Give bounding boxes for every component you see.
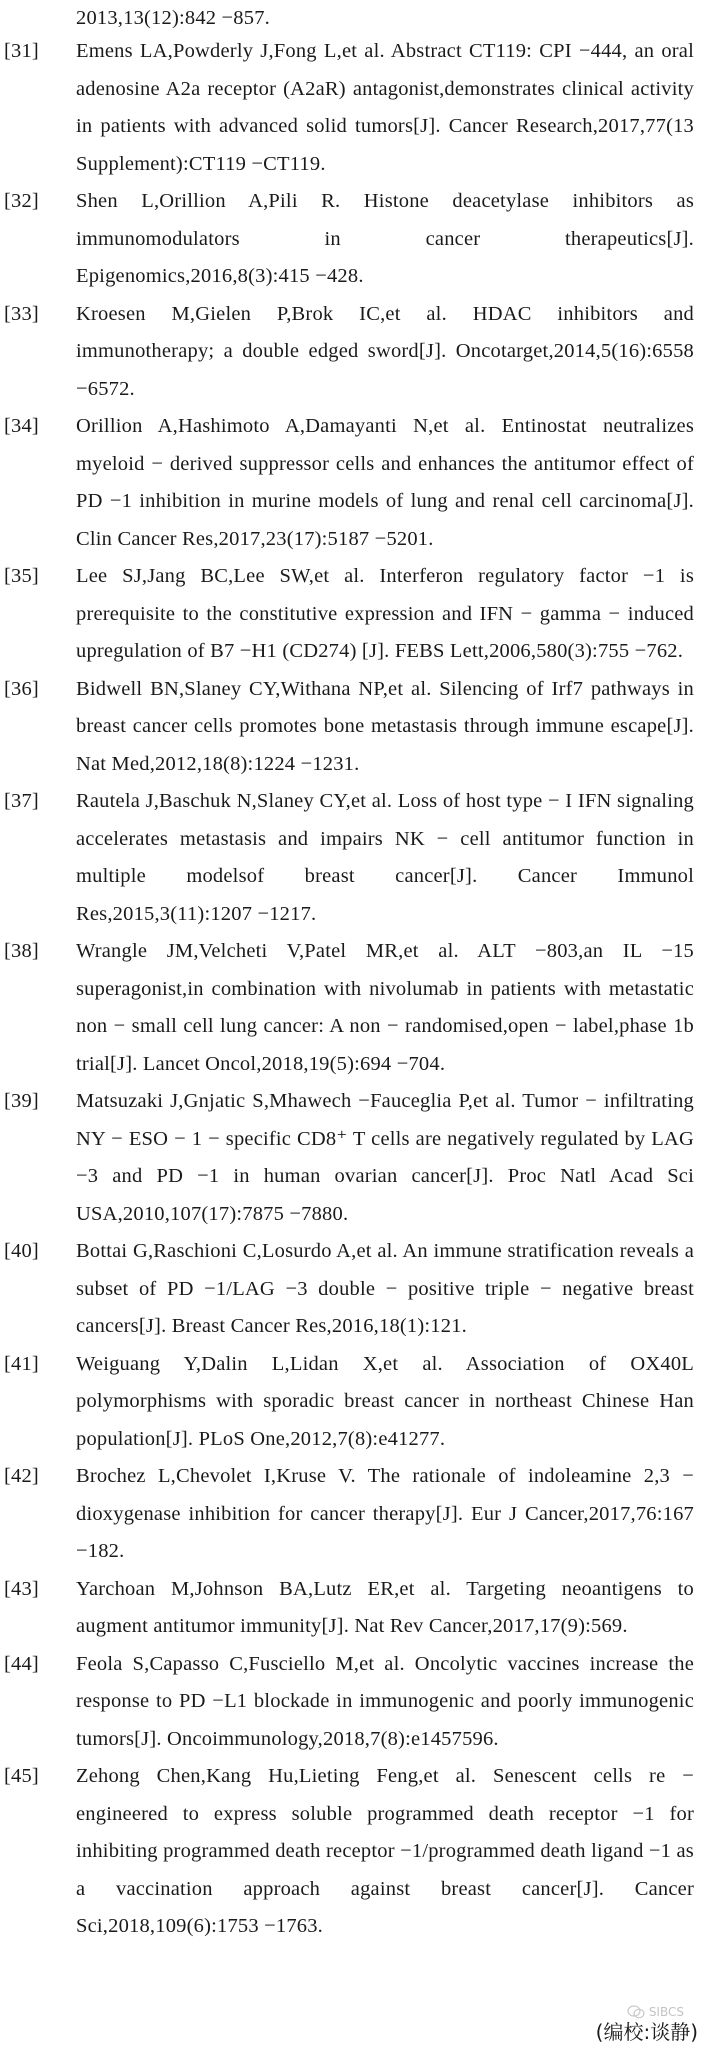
reference-text: Wrangle JM,Velcheti V,Patel MR,et al. ALT −803,an IL −15 superagonist,in combination with nivolumab in patients with metastatic non − small cell lung cancer: A non − randomised,open − label,phase 1b trial[J]. Lancet Oncol,2018,19(5):694 −704. (76, 940, 694, 1075)
reference-item (0, 1571, 702, 1646)
reference-item (0, 408, 702, 558)
reference-number: [34] (4, 415, 39, 437)
reference-number: [40] (4, 1240, 39, 1262)
reference-item (0, 1233, 702, 1346)
reference-number: [38] (4, 940, 39, 962)
reference-text: Weiguang Y,Dalin L,Lidan X,et al. Association of OX40L polymorphisms with sporadic breast cancer in northeast Chinese Han population[J]. PLoS One,2012,7(8):e41277. (76, 1352, 694, 1450)
reference-text: Feola S,Capasso C,Fusciello M,et al. Oncolytic vaccines increase the response to PD −L1 blockade in immunogenic and poorly immunogenic tumors[J]. Oncoimmunology,2018,7(8):e1457596. (76, 1652, 694, 1750)
reference-continuation: 2013,13(12):842 −857. (76, 7, 270, 29)
reference-text: Kroesen M,Gielen P,Brok IC,et al. HDAC inhibitors and immunotherapy; a double edged sword[J]. Oncotarget,2014,5(16):6558 −6572. (76, 302, 694, 400)
reference-text: Bottai G,Raschioni C,Losurdo A,et al. An immune stratification reveals a subset of PD −1/LAG −3 double − positive triple − negative breast cancers[J]. Breast Cancer Res,2016,18(1):121. (76, 1240, 694, 1337)
reference-number: [43] (4, 1577, 39, 1600)
reference-text: Matsuzaki J,Gnjatic S,Mhawech −Fauceglia P,et al. Tumor − infiltrating NY − ESO − 1 − specific CD8⁺ T cells are negatively regulated by LAG −3 and PD −1 in human ovarian cancer[J]. Proc Natl Acad Sci USA,2010,107(17):7875 −7880. (76, 1090, 694, 1225)
reference-item (0, 783, 702, 933)
reference-text: Brochez L,Chevolet I,Kruse V. The rationale of indoleamine 2,3 − dioxygenase inhibition for cancer therapy[J]. Eur J Cancer,2017,76:167 −182. (76, 1465, 694, 1562)
reference-item (0, 1346, 702, 1459)
reference-text: Emens LA,Powderly J,Fong L,et al. Abstract CT119: CPI −444, an oral adenosine A2a receptor (A2aR) antagonist,demonstrates clinical activity in patients with advanced solid tumors[J]. Cancer Research,2017,77(13 Supplement):CT119 −CT119. (76, 40, 694, 175)
reference-item (0, 1083, 702, 1233)
reference-item (0, 558, 702, 671)
reference-number: [41] (4, 1352, 39, 1375)
reference-text: Lee SJ,Jang BC,Lee SW,et al. Interferon regulatory factor −1 is prerequisite to the constitutive expression and IFN − gamma − induced upregulation of B7 −H1 (CD274) [J]. FEBS Lett,2006,580(3):755 −762. (76, 565, 694, 662)
reference-text: Bidwell BN,Slaney CY,Withana NP,et al. Silencing of Irf7 pathways in breast cancer cells promotes bone metastasis through immune escape[J]. Nat Med,2012,18(8):1224 −1231. (76, 677, 694, 775)
reference-number: [39] (4, 1090, 39, 1112)
reference-item (0, 1646, 702, 1759)
reference-item (0, 183, 702, 296)
editor-note: (编校:谈静) (595, 2020, 698, 2044)
reference-number: [44] (4, 1652, 39, 1675)
reference-text: Orillion A,Hashimoto A,Damayanti N,et al. Entinostat neutralizes myeloid − derived suppressor cells and enhances the antitumor effect of PD −1 inhibition in murine models of lung and renal cell carcinoma[J]. Clin Cancer Res,2017,23(17):5187 −5201. (76, 415, 694, 550)
reference-list (0, 33, 702, 1946)
reference-number: [35] (4, 565, 39, 587)
reference-number: [31] (4, 40, 39, 62)
watermark-text: SIBCS (648, 2005, 684, 2019)
reference-number: [37] (4, 790, 39, 812)
reference-item (0, 33, 702, 183)
reference-text: Zehong Chen,Kang Hu,Lieting Feng,et al. Senescent cells re − engineered to express soluble programmed death receptor −1 for inhibiting programmed death receptor −1/programmed death ligand −1 as a vaccination approach against breast cancer[J]. Cancer Sci,2018,109(6):1753 −1763. (76, 1765, 694, 1937)
reference-number: [42] (4, 1465, 39, 1487)
reference-number: [32] (4, 190, 39, 212)
reference-item (0, 933, 702, 1083)
reference-text: Shen L,Orillion A,Pili R. Histone deacetylase inhibitors as immunomodulators in cancer therapeutics[J]. Epigenomics,2016,8(3):415 −428. (76, 190, 694, 287)
reference-text: Yarchoan M,Johnson BA,Lutz ER,et al. Targeting neoantigens to augment antitumor immunity[J]. Nat Rev Cancer,2017,17(9):569. (76, 1577, 694, 1637)
reference-text: Rautela J,Baschuk N,Slaney CY,et al. Loss of host type − I IFN signaling accelerates metastasis and impairs NK − cell antitumor function in multiple modelsof breast cancer[J]. Cancer Immunol Res,2015,3(11):1207 −1217. (76, 790, 694, 925)
reference-item (0, 1458, 702, 1571)
reference-item (0, 671, 702, 784)
reference-number: [36] (4, 677, 39, 700)
reference-number: [45] (4, 1765, 39, 1787)
reference-item (0, 1758, 702, 1946)
reference-number: [33] (4, 302, 39, 325)
reference-item (0, 296, 702, 409)
